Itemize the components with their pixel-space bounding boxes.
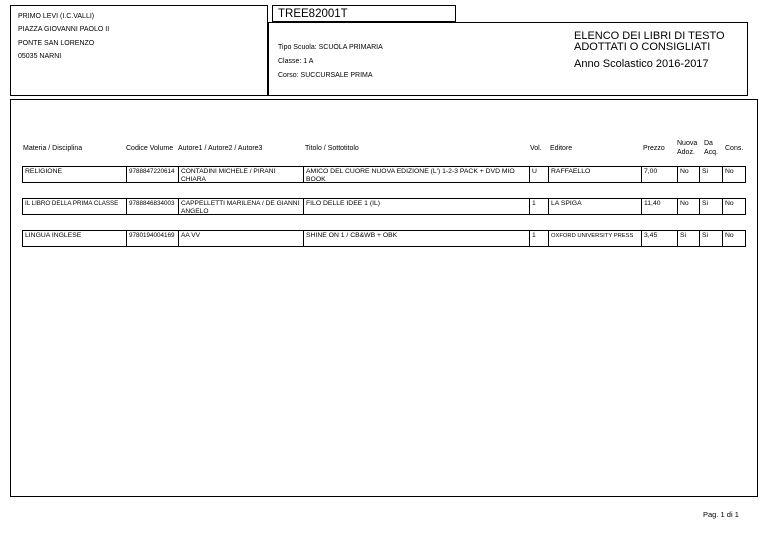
table-row-2-titolo: FILO DELLE IDEE 1 (IL) — [303, 198, 530, 215]
header-acq: Acq. — [704, 149, 719, 156]
header-editore: Editore — [550, 145, 573, 152]
table-row-1-codice: 9788847220614 — [126, 166, 179, 183]
table-row-1-editore: RAFFAELLO — [548, 166, 642, 183]
table-frame — [10, 99, 758, 497]
header-codice: Codice Volume — [126, 145, 174, 152]
table-row-2-vol: 1 — [529, 198, 549, 215]
table-row-2-da: Si — [699, 198, 723, 215]
table-row-3-editore: OXFORD UNIVERSITY PRESS — [548, 230, 642, 247]
table-row-3-materia: LINGUA INGLESE — [22, 230, 127, 247]
table-row-1-prezzo: 7,00 — [641, 166, 678, 183]
school-type: Tipo Scuola: SCUOLA PRIMARIA — [278, 44, 383, 51]
header-da: Da — [704, 140, 713, 147]
table-row-1-autori: CONTADINI MICHELE / PIRANI CHIARA — [178, 166, 304, 183]
table-row-2-prezzo: 11,40 — [641, 198, 678, 215]
table-row-1-titolo: AMICO DEL CUORE NUOVA EDIZIONE (L') 1-2-3 PACK + DVD MIO BOOK — [303, 166, 530, 183]
header-adoz: Adoz. — [677, 149, 695, 156]
school-address: PIAZZA GIOVANNI PAOLO II — [18, 26, 110, 33]
header-titolo: Titolo / Sottotitolo — [305, 145, 359, 152]
school-year: Anno Scolastico 2016-2017 — [574, 58, 709, 70]
table-row-1-nuova: No — [677, 166, 700, 183]
table-row-1-vol: U — [529, 166, 549, 183]
class: Classe: 1 A — [278, 58, 314, 65]
table-row-1-materia: RELIGIONE — [22, 166, 127, 183]
school-code-box — [272, 5, 456, 22]
table-row-3-nuova: Si — [677, 230, 700, 247]
header-nuova: Nuova — [677, 140, 698, 147]
table-row-3-codice: 9780194004169 — [126, 230, 179, 247]
table-row-2-nuova: No — [677, 198, 700, 215]
table-row-3-titolo: SHINE ON 1 / CB&WB + OBK — [303, 230, 530, 247]
school-name: PRIMO LEVI (I.C.VALLI) — [18, 13, 95, 20]
course: Corso: SUCCURSALE PRIMA — [278, 72, 373, 79]
table-row-1-cons: No — [722, 166, 746, 183]
document-title-line1: ELENCO DEI LIBRI DI TESTO — [574, 30, 725, 42]
header-vol: Vol. — [530, 145, 542, 152]
header-cons: Cons. — [725, 145, 744, 152]
header-prezzo: Prezzo — [643, 145, 665, 152]
table-row-3-prezzo: 3,45 — [641, 230, 678, 247]
school-zip-city: 05035 NARNI — [18, 53, 62, 60]
table-row-2-editore: LA SPIGA — [548, 198, 642, 215]
table-row-1-da: Si — [699, 166, 723, 183]
page-number: Pag. 1 di 1 — [703, 510, 739, 519]
table-row-3-autori: AA VV — [178, 230, 304, 247]
table-row-2-materia: IL LIBRO DELLA PRIMA CLASSE — [22, 198, 127, 215]
header-autori: Autore1 / Autore2 / Autore3 — [178, 145, 263, 152]
table-row-2-autori: CAPPELLETTI MARILENA / DE GIANNI ANGELO — [178, 198, 304, 215]
table-row-3-vol: 1 — [529, 230, 549, 247]
header-materia: Materia / Disciplina — [23, 145, 83, 152]
school-city: PONTE SAN LORENZO — [18, 40, 95, 47]
school-code: TREE82001T — [278, 8, 348, 20]
table-row-3-cons: No — [722, 230, 746, 247]
table-row-2-cons: No — [722, 198, 746, 215]
document-title-line2: ADOTTATI O CONSIGLIATI — [574, 41, 711, 53]
table-row-2-codice: 9788846834003 — [126, 198, 179, 215]
table-row-3-da: Si — [699, 230, 723, 247]
